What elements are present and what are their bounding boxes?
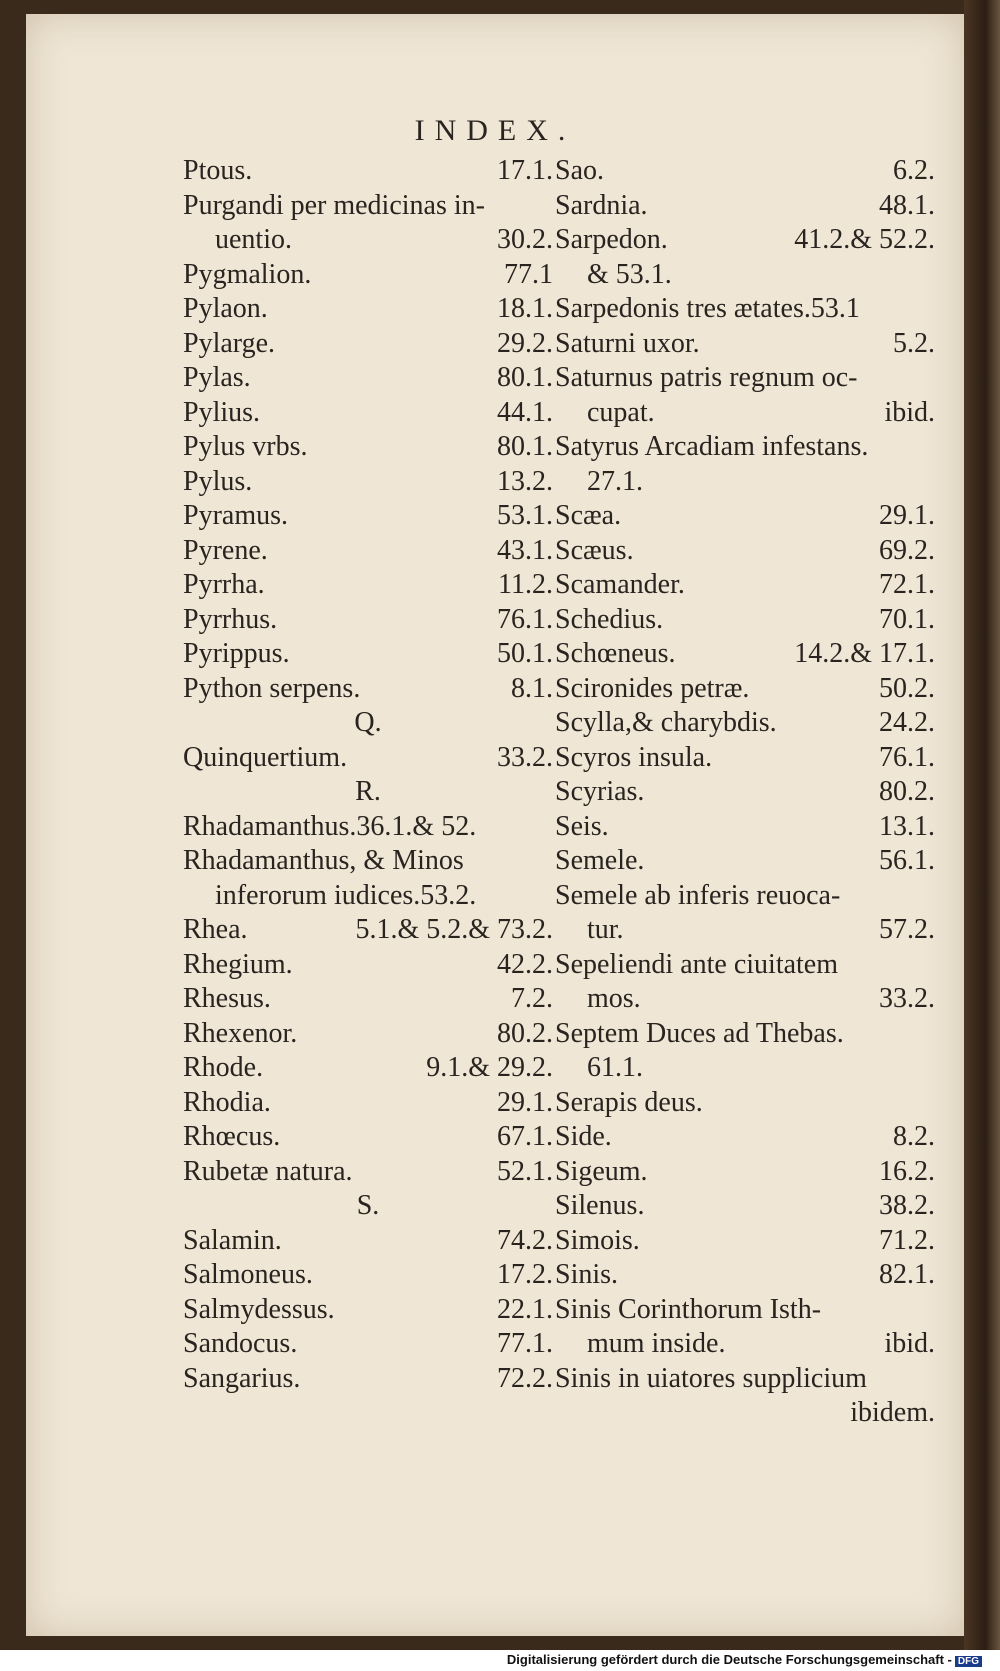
index-term: Sinis Corinthorum Isth- [555, 1293, 822, 1325]
index-entry [183, 223, 553, 258]
index-page-ref: 80.2. [879, 776, 935, 807]
index-term: Salmydessus. [183, 1293, 335, 1325]
index-entry [183, 637, 553, 672]
index-page-ref: 38.2. [879, 1190, 935, 1221]
index-page-ref: 80.1. [497, 431, 553, 462]
index-page-ref: 76.1. [497, 603, 553, 635]
index-term: Scæa. [555, 500, 622, 531]
index-term: Semele. [555, 845, 645, 876]
index-page-ref: 30.2. [497, 224, 553, 255]
index-entry [183, 292, 553, 327]
index-page-ref: 70.1. [879, 603, 935, 635]
index-term: Purgandi per medicinas in- [183, 189, 485, 221]
index-entry [555, 292, 935, 327]
index-page-ref: 29.1. [879, 500, 935, 531]
index-term: Python serpens. [183, 672, 361, 704]
index-term: Q. [354, 707, 382, 738]
index-term: Sinis in uiatores supplicium [555, 1362, 867, 1394]
book-page [26, 14, 964, 1636]
index-entry [183, 465, 553, 500]
index-term: tur. [587, 914, 624, 945]
index-entry [555, 603, 935, 638]
index-term: Sarpedonis tres ætates.53.1 [555, 293, 860, 324]
index-page-ref: 29.2. [497, 327, 553, 359]
index-entry [183, 327, 553, 362]
index-page-ref: 13.2. [497, 465, 553, 497]
index-entry [183, 1293, 553, 1328]
index-term: Pygmalion. [183, 258, 312, 290]
index-page-ref: 14.2.& 17.1. [794, 638, 935, 669]
index-term: Saturnus patris regnum oc- [555, 362, 858, 393]
index-page-ref: 74.2. [497, 1224, 553, 1256]
index-term: Rhea. [183, 914, 248, 945]
index-term: Pyramus. [183, 500, 288, 531]
index-entry [555, 327, 935, 362]
index-term: & 53.1. [587, 258, 672, 290]
index-term: Sandocus. [183, 1328, 298, 1359]
index-page-ref: 72.2. [497, 1362, 553, 1394]
index-term: Sao. [555, 155, 604, 186]
footer-credit [507, 1652, 982, 1667]
index-page-ref: 77.1 [504, 258, 553, 290]
index-page-ref: 82.1. [879, 1259, 935, 1290]
index-page-ref: 80.2. [497, 1017, 553, 1049]
index-entry [183, 1017, 553, 1052]
index-entry [555, 1362, 935, 1397]
index-term: Simois. [555, 1224, 640, 1256]
index-page-ref: 48.1. [879, 189, 935, 221]
index-term: Salamin. [183, 1224, 282, 1256]
index-page-ref: 52.1. [497, 1155, 553, 1187]
index-term: cupat. [587, 396, 655, 428]
index-entry [555, 361, 935, 396]
index-term: Rhadamanthus, & Minos [183, 845, 464, 876]
index-page-ref: 16.2. [879, 1155, 935, 1187]
index-entry [555, 258, 935, 293]
index-entry [555, 1396, 935, 1431]
index-term: Rhœcus. [183, 1121, 281, 1152]
index-term: Pyrrhus. [183, 603, 278, 635]
index-entry [183, 879, 553, 914]
index-term: Ptous. [183, 155, 253, 186]
index-entry [555, 568, 935, 603]
index-entry [183, 1051, 553, 1086]
index-page-ref: 24.2. [879, 707, 935, 738]
index-term: Septem Duces ad Thebas. [555, 1017, 844, 1049]
index-page-ref: 17.1. [497, 155, 553, 186]
index-entry [555, 672, 935, 707]
index-entry [555, 499, 935, 534]
index-term: Sarpedon. [555, 224, 668, 255]
index-entry [555, 810, 935, 845]
index-term: Sardnia. [555, 189, 648, 221]
index-term: Schœneus. [555, 638, 676, 669]
footer-credit-text: Digitalisierung gefördert durch die Deutsche Forschungsgemeinschaft - [506, 1652, 952, 1667]
index-entry [555, 1224, 935, 1259]
index-term: Pyrrha. [183, 569, 265, 600]
index-entry [183, 258, 553, 293]
index-page-ref: 5.1.& 5.2.& 73.2. [355, 914, 553, 945]
index-entry [555, 1086, 935, 1121]
index-letter-heading [183, 1189, 553, 1224]
index-page-ref: 50.2. [879, 672, 935, 704]
index-term: Saturni uxor. [555, 327, 700, 359]
index-entry [183, 534, 553, 569]
index-term: Pylarge. [183, 327, 276, 359]
index-entry [555, 913, 935, 948]
index-term: Pylus. [183, 465, 253, 497]
index-term: Salmoneus. [183, 1259, 313, 1290]
index-entry [183, 1155, 553, 1190]
index-page-ref: 5.2. [893, 327, 935, 359]
index-entry [183, 361, 553, 396]
index-term: Rhexenor. [183, 1017, 298, 1049]
index-term: Satyrus Arcadiam infestans. [555, 431, 869, 462]
index-entry [555, 1327, 935, 1362]
dfg-logo: DFG [955, 1656, 982, 1667]
index-term: Scyrias. [555, 776, 645, 807]
index-page-ref: 22.1. [497, 1293, 553, 1325]
index-term: Sigeum. [555, 1155, 648, 1187]
index-entry [555, 1120, 935, 1155]
index-page-ref: 57.2. [879, 914, 935, 945]
index-entry [555, 534, 935, 569]
index-entry [555, 223, 935, 258]
index-entry [183, 1086, 553, 1121]
index-entry [555, 706, 935, 741]
index-column-left [183, 154, 553, 1396]
index-entry [183, 982, 553, 1017]
page-header: INDEX. [414, 114, 576, 147]
index-term: Sepeliendi ante ciuitatem [555, 948, 839, 980]
index-term: Scæus. [555, 534, 634, 566]
index-entry [183, 568, 553, 603]
index-page-ref: 33.2. [879, 983, 935, 1014]
index-entry [555, 1258, 935, 1293]
index-term: Silenus. [555, 1190, 645, 1221]
index-entry [555, 741, 935, 776]
index-entry [183, 1120, 553, 1155]
index-term: Sinis. [555, 1259, 619, 1290]
index-page-ref: 72.1. [879, 569, 935, 600]
index-entry [183, 603, 553, 638]
index-term: inferorum iudices.53.2. [215, 879, 477, 911]
index-term: uentio. [215, 224, 292, 255]
index-term: 61.1. [587, 1052, 643, 1083]
index-entry [183, 499, 553, 534]
index-entry [183, 1327, 553, 1362]
index-page-ref: 6.2. [893, 155, 935, 186]
index-page-ref: 42.2. [497, 948, 553, 980]
index-page-ref: 8.1. [511, 672, 553, 704]
index-entry [555, 948, 935, 983]
index-term: Scylla,& charybdis. [555, 707, 777, 738]
index-entry [183, 1224, 553, 1259]
index-term: Sangarius. [183, 1362, 301, 1394]
index-page-ref: 76.1. [879, 741, 935, 773]
index-page-ref: 80.1. [497, 362, 553, 393]
index-entry [183, 948, 553, 983]
index-entry [183, 1258, 553, 1293]
index-term: Rhode. [183, 1052, 264, 1083]
index-page-ref: 9.1.& 29.2. [426, 1052, 553, 1083]
index-page-ref: 33.2. [497, 741, 553, 773]
index-term: Pyrene. [183, 534, 268, 566]
index-page-ref: 8.2. [893, 1121, 935, 1152]
index-page-ref: 69.2. [879, 534, 935, 566]
index-letter-heading [183, 706, 553, 741]
index-term: Serapis deus. [555, 1086, 703, 1118]
index-entry [555, 396, 935, 431]
index-term: R. [355, 776, 381, 807]
index-page-ref: 18.1. [497, 293, 553, 324]
index-term: Pylius. [183, 396, 261, 428]
index-page-ref: 17.2. [497, 1259, 553, 1290]
index-term: Semele ab inferis reuoca- [555, 879, 841, 911]
index-page-ref: 13.1. [879, 810, 935, 842]
index-entry [555, 189, 935, 224]
index-entry [183, 430, 553, 465]
index-entry [555, 982, 935, 1017]
index-term: S. [356, 1190, 380, 1221]
index-page-ref: 43.1. [497, 534, 553, 566]
index-term: Schedius. [555, 603, 664, 635]
index-page-ref: 71.2. [879, 1224, 935, 1256]
index-entry [555, 154, 935, 189]
index-entry [183, 189, 553, 224]
index-term: Rubetæ natura. [183, 1155, 353, 1187]
index-entry [555, 430, 935, 465]
index-column-right [555, 154, 935, 1431]
index-letter-heading [183, 775, 553, 810]
index-entry [555, 637, 935, 672]
index-entry [183, 844, 553, 879]
index-entry [183, 741, 553, 776]
index-term: Quinquertium. [183, 741, 348, 773]
index-page-ref: 53.1. [497, 500, 553, 531]
index-entry [555, 465, 935, 500]
index-page-ref: 67.1. [497, 1121, 553, 1152]
index-entry [183, 913, 553, 948]
index-entry [555, 1293, 935, 1328]
index-term: mos. [587, 983, 641, 1014]
index-term: Pylus vrbs. [183, 431, 308, 462]
index-page-ref: ibidem. [850, 1397, 935, 1428]
index-entry [183, 154, 553, 189]
index-page-ref: ibid. [884, 396, 935, 428]
index-entry [183, 1362, 553, 1397]
index-term: mum inside. [587, 1328, 726, 1359]
index-term: Seis. [555, 810, 609, 842]
index-page-ref: ibid. [884, 1328, 935, 1359]
index-page-ref: 41.2.& 52.2. [794, 224, 935, 255]
index-entry [183, 810, 553, 845]
index-term: Rhegium. [183, 948, 293, 980]
book-edge [964, 0, 1000, 1650]
index-term: Scyros insula. [555, 741, 713, 773]
index-page-ref: 56.1. [879, 845, 935, 876]
index-term: Pylaon. [183, 293, 268, 324]
index-entry [555, 1155, 935, 1190]
index-entry [555, 1189, 935, 1224]
index-entry [555, 1051, 935, 1086]
index-term: 27.1. [587, 465, 643, 497]
index-entry [555, 844, 935, 879]
index-entry [183, 672, 553, 707]
index-term: Rhadamanthus.36.1.& 52. [183, 810, 477, 842]
index-page-ref: 7.2. [511, 983, 553, 1014]
index-page-ref: 77.1. [497, 1328, 553, 1359]
index-page-ref: 29.1. [497, 1086, 553, 1118]
index-entry [555, 775, 935, 810]
index-term: Scamander. [555, 569, 685, 600]
index-term: Side. [555, 1121, 612, 1152]
index-term: Pylas. [183, 362, 251, 393]
index-term: Pyrippus. [183, 638, 290, 669]
index-term: Rhesus. [183, 983, 271, 1014]
index-page-ref: 50.1. [497, 638, 553, 669]
index-term: Scironides petræ. [555, 672, 750, 704]
index-entry [555, 1017, 935, 1052]
index-page-ref: 11.2. [498, 569, 553, 600]
index-term: Rhodia. [183, 1086, 271, 1118]
index-page-ref: 44.1. [497, 396, 553, 428]
index-entry [555, 879, 935, 914]
index-entry [183, 396, 553, 431]
